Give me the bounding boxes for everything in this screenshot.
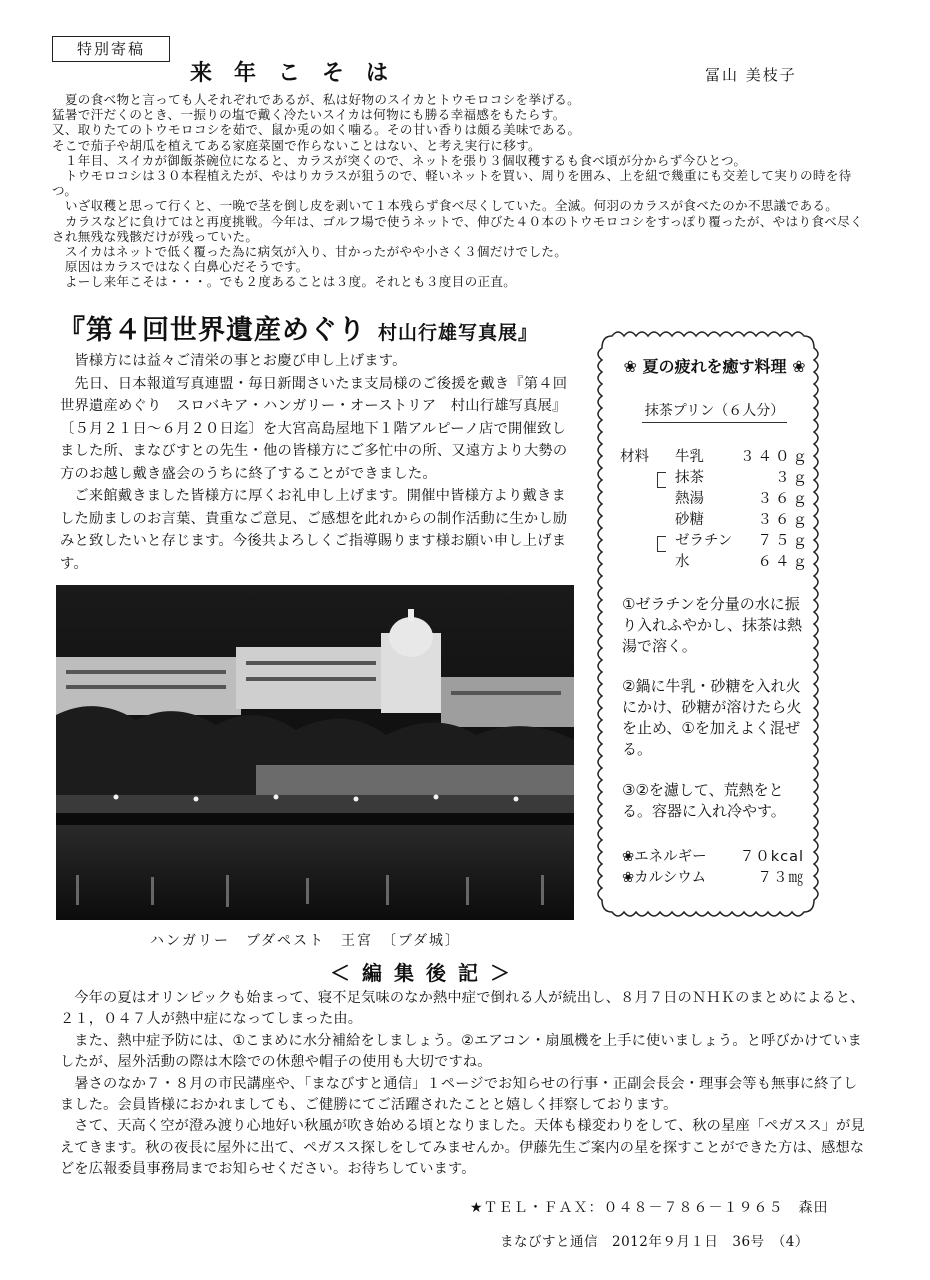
essay-paragraph: 猛暑で汗だくのとき、一振りの塩で戴く冷たいスイカは何物にも勝る幸福感をもたらす。: [52, 107, 566, 123]
essay-paragraph: １年目、スイカが御飯茶碗位になると、カラスが突くので、ネットを張り３個収穫するも食べ頃が分からず今ひとつ。: [52, 152, 747, 168]
ingredients-label: 材料: [620, 449, 649, 465]
ingredient-qty: ３６ｇ: [757, 491, 810, 507]
nutrition-row: [622, 845, 812, 865]
nutrition-row: [622, 866, 812, 886]
exhibition-title: [58, 308, 538, 347]
flower-icon: ❀: [623, 357, 637, 376]
nutrition-label: ❀カルシウム: [622, 870, 707, 886]
flower-icon: ❀: [792, 357, 806, 376]
nutrition-label: ❀エネルギー: [622, 849, 707, 865]
ingredient-name: 熱湯: [675, 491, 704, 507]
ingredient-name: 牛乳: [675, 449, 704, 465]
ingredient-qty: ６４ｇ: [757, 554, 810, 570]
essay-paragraph: 原因はカラスではなく白鼻心だそうです。: [52, 259, 309, 275]
essay-paragraph: 夏の食べ物と言っても人それぞれであるが、私は好物のスイカとトウモロコシを挙げる。: [52, 92, 581, 107]
essay-paragraph: いざ収穫と思って行くと、一晩で茎を倒し皮を剥いて１本残らず食べ尽くしていた。全滅。何羽のカラスが食べたのか不思議である。: [52, 198, 839, 214]
exhibition-paragraph: 先日、日本報道写真連盟・毎日新聞さいたま支局様のご後援を戴き『第４回世界遺産めぐり スロバキア・ハンガリー・オーストリア 村山行雄写真展』〔５月２１日～６月２０日迄〕を大宮高島屋地下１階アルピーノ店で開催致しました所、まなびすとの先生・他の皆様方にご多忙中の所、又遠方より大勢の方のお越し戴き盛会のうちに終了することができました。: [60, 375, 568, 482]
editor-paragraph: 暑さのなか７・８月の市民講座や、「まなびすと通信」１ページでお知らせの行事・正副会長会・理事会等も無事に終了しました。会員皆様におかれましても、ご健勝にてご活躍されたことと嬉しく拝察しております。: [60, 1075, 858, 1114]
ingredient-row: [620, 550, 810, 570]
editor-paragraph: また、熱中症予防には、①こまめに水分補給をしましょう。②エアコン・扇風機を上手に使いましょう。と呼びかけていましたが、屋外活動の際は木陰での休憩や帽子の使用も大切ですね。: [60, 1032, 862, 1071]
special-contribution-tag: 特別寄稿: [52, 36, 170, 62]
recipe-step: ①ゼラチンを分量の水に振り入れふやかし、抹茶は熱湯で溶く。: [622, 595, 803, 655]
night-castle-illustration: [56, 585, 574, 920]
photo-caption: ハンガリー ブダペスト 王宮 〔ブダ城〕: [150, 933, 462, 949]
castle-lantern: [408, 609, 414, 621]
essay-title: 来年こそは: [190, 61, 411, 86]
essay-paragraph: そこで茄子や胡瓜を植えてある家庭菜園で作らないことはない、と考え実行に移す。: [52, 137, 541, 153]
exhibition-paragraph: 皆様方には益々ご清栄の事とお慶び申し上げます。: [74, 353, 407, 369]
ingredient-name: 抹茶: [675, 470, 704, 486]
ingredient-name: 砂糖: [675, 512, 704, 528]
essay-paragraph: 又、取りたてのトウモロコシを茹で、鼠か兎の如く噛る。その甘い香りは頗る美味である。: [52, 122, 581, 138]
ingredient-name: ゼラチン: [675, 533, 733, 549]
essay-author: 冨山 美枝子: [705, 66, 797, 84]
contact-line: ★ＴＥＬ・ＦＡＸ：０４８－７８６－１９６５ 森田: [470, 1200, 829, 1216]
ingredient-qty: ３ｇ: [775, 470, 810, 486]
editor-paragraph: さて、天高く空が澄み渡り心地好い秋風が吹き始める頃となりました。天体も様変わりをして、秋の星座「ペガスス」が見えてきます。秋の夜長に屋外に出て、ペガスス探しをしてみませんか。伊藤先生ご案内の星を探すことができた方は、感想などを広報委員事務局までお知らせください。お待ちしています。: [60, 1118, 865, 1178]
page-footer: まなびすと通信 2012年９月１日 36号 （4）: [500, 1234, 809, 1250]
essay-paragraph: カラスなどに負けてはと再度挑戦。今年は、ゴルフ場で使うネットで、伸びた４０本のトウモロコシをすっぽり覆ったが、やはり食べ尽くされ無残な残骸だけが残っていた。: [52, 213, 863, 244]
recipe-dish-title: 抹茶プリン（６人分）: [642, 400, 787, 423]
ingredient-qty: ７５ｇ: [757, 533, 810, 549]
editor-paragraph: 今年の夏はオリンピックも始まって、寝不足気味のなか熱中症で倒れる人が続出し、８月７日のＮＨＫのまとめによると、２１，０４７人が熱中症になってしまった由。: [60, 990, 865, 1028]
essay-paragraph: スイカはネットで低く覆った為に病気が入り、甘かったがやや小さく３個だけでした。: [52, 244, 568, 260]
ingredient-row: [620, 445, 810, 465]
ingredient-row: [620, 529, 810, 549]
essay-paragraph: よーし来年こそは・・・。でも２度あることは３度。それとも３度目の正直。: [52, 274, 517, 290]
essay-body: [52, 92, 874, 290]
ingredient-qty: ３６ｇ: [757, 512, 810, 528]
exhibition-title-main: 『第４回世界遺産めぐり: [58, 315, 366, 346]
castle-dome: [389, 617, 433, 657]
ingredient-row: [620, 508, 810, 528]
nutrition-value: ７３㎎: [757, 870, 804, 886]
river: [56, 825, 574, 920]
buda-castle-photo: [56, 585, 574, 920]
recipe-heading: [612, 354, 817, 377]
exhibition-body: [60, 350, 580, 575]
essay-paragraph: トウモロコシは３０本程植えたが、やはりカラスが狙うので、軽いネットを買い、周りを囲み、上を紐で幾重にも交差して実りの時を待つ。: [52, 168, 852, 199]
nutrition-value: ７０kcal: [739, 849, 804, 865]
exhibition-title-sub: 村山行雄写真展』: [378, 322, 539, 344]
editor-postscript-body: [60, 988, 868, 1181]
ingredient-row: [620, 466, 810, 486]
recipe-heading-text: 夏の疲れを癒す料理: [642, 357, 787, 376]
ingredient-qty: ３４０ｇ: [740, 449, 810, 465]
recipe-step: ②鍋に牛乳・砂糖を入れ火にかけ、砂糖が溶けたら火を止め、①を加えよく混ぜる。: [622, 677, 802, 758]
ingredient-name: 水: [675, 554, 690, 570]
ingredient-row: [620, 487, 810, 507]
editor-postscript-title: ＜編集後記＞: [330, 961, 522, 985]
recipe-step: ③②を濾して、荒熱をとる。容器に入れ冷やす。: [622, 781, 786, 820]
castle-right-wing: [441, 677, 574, 727]
embankment: [56, 795, 574, 813]
exhibition-paragraph: ご来館戴きました皆様方に厚くお礼申し上げます。開催中皆様方より戴きました励ましのお言葉、貴重なご意見、ご感想を此れからの制作活動に生かし励みと致したいと存じます。今後共よろしくご指導賜ります様お願い申し上げます。: [60, 488, 568, 572]
